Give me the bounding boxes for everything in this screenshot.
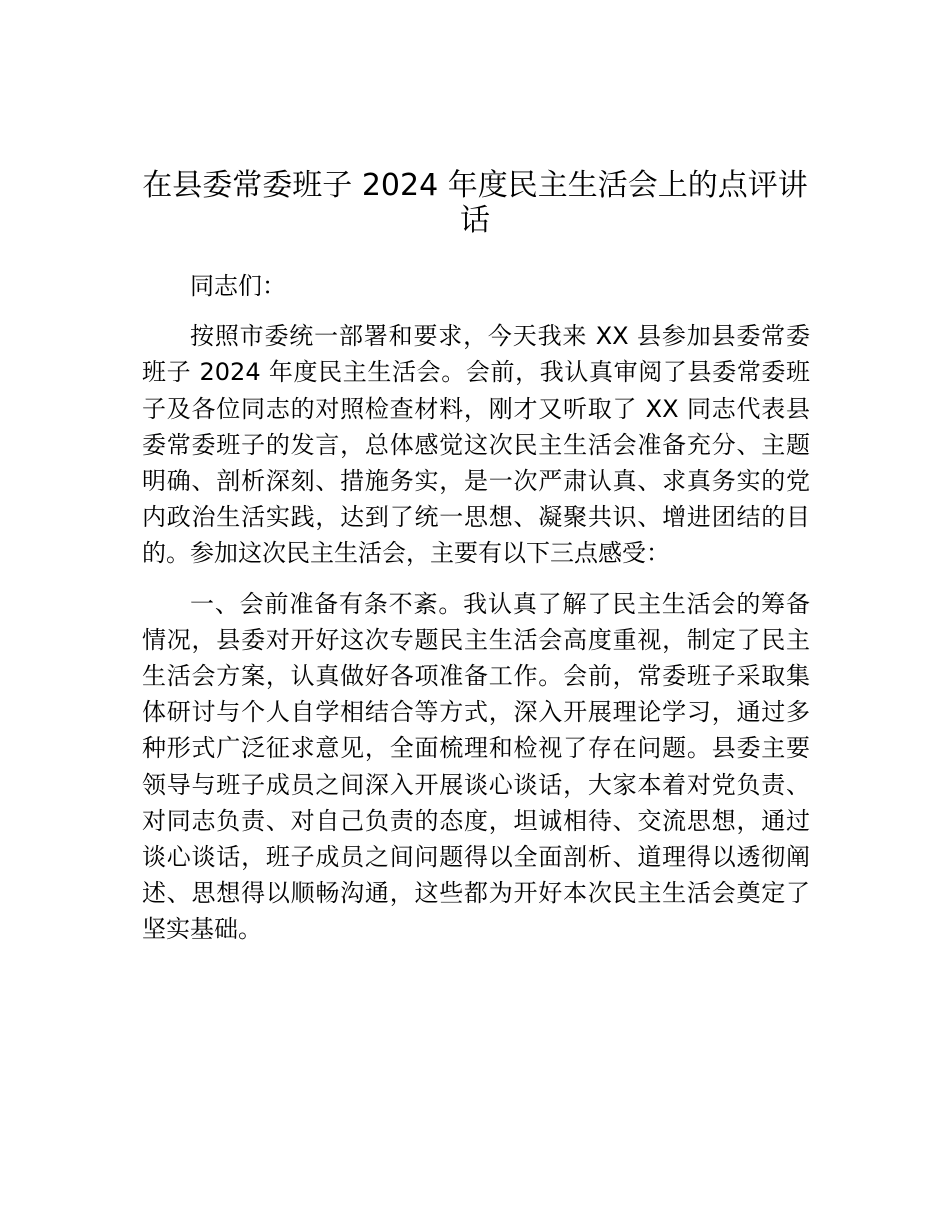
salutation-paragraph: 同志们： xyxy=(190,272,286,300)
document-title: 在县委常委班子 2024 年度民主生活会上的点评讲话 xyxy=(142,168,808,238)
intro-paragraph: 按照市委统一部署和要求，今天我来 XX 县参加县委常委班子 2024 年度民主生活会。会前，我认真审阅了县委常委班子及各位同志的对照检查材料，刚才又听取了 XX 同志代表县委常委班子的发言，总体感觉这次民主生活会准备充分、主题明确、剖析深刻、措施务实，是一次严肃认真、求真务实的党内政治生活实践，达到了统一思想、凝聚共识、增进团结的目的。参加这次民主生活会，主要有以下三点感受： xyxy=(142,322,810,568)
document-body xyxy=(142,268,810,962)
section-one-paragraph: 一、会前准备有条不紊。我认真了解了民主生活会的筹备情况，县委对开好这次专题民主生活会高度重视，制定了民主生活会方案，认真做好各项准备工作。会前，常委班子采取集体研讨与个人自学相结合等方式，深入开展理论学习，通过多种形式广泛征求意见，全面梳理和检视了存在问题。县委主要领导与班子成员之间深入开展谈心谈话，大家本着对党负责、对同志负责、对自己负责的态度，坦诚相待、交流思想，通过谈心谈话，班子成员之间问题得以全面剖析、道理得以透彻阐述、思想得以顺畅沟通，这些都为开好本次民主生活会奠定了坚实基础。 xyxy=(142,589,810,944)
